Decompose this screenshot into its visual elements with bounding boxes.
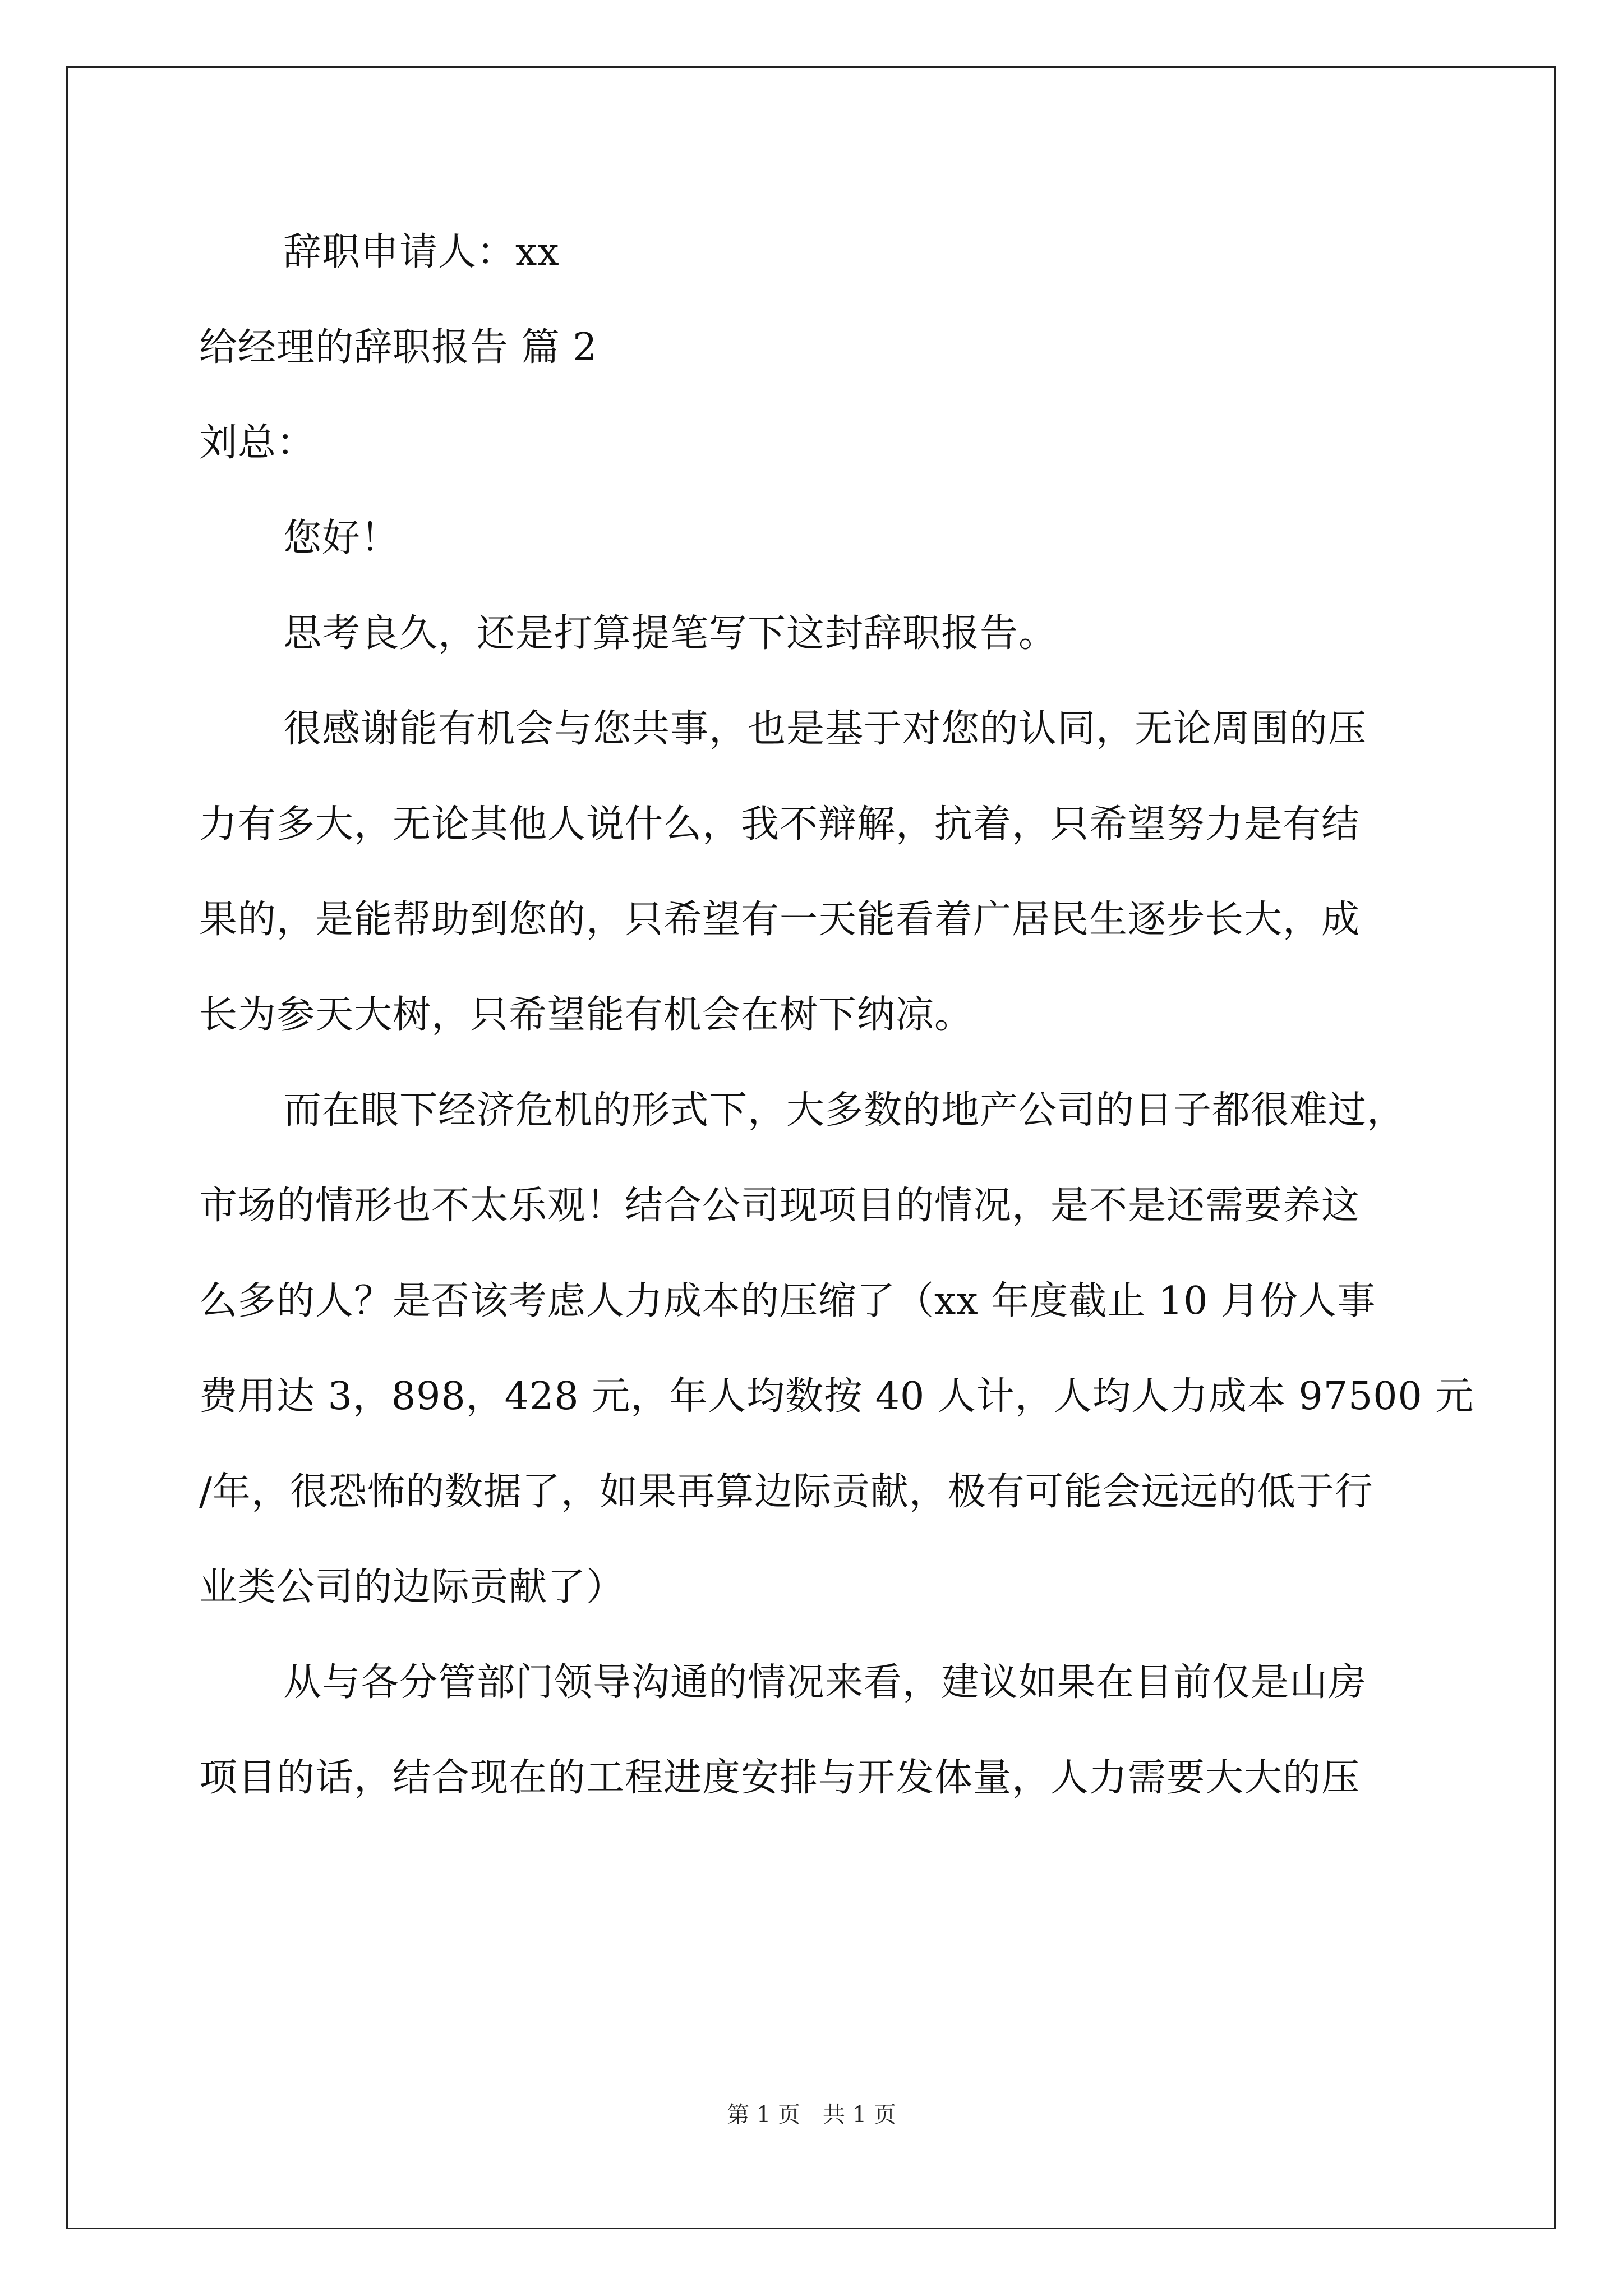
paragraph-line: 而在眼下经济危机的形式下，大多数的地产公司的日子都很难过， (283, 1088, 1406, 1133)
salutation: 刘总： (199, 421, 316, 465)
paragraph-line: 长为参天大树，只希望能有机会在树下纳凉。 (199, 993, 974, 1037)
paragraph-line: 项目的话，结合现在的工程进度安排与开发体量，人力需要大大的压 (199, 1756, 1361, 1800)
paragraph-line: 思考良久，还是打算提笔写下这封辞职报告。 (283, 611, 1058, 656)
applicant-line: 辞职申请人：xx (283, 230, 560, 274)
section-heading: 给经理的辞职报告 篇 2 (199, 325, 598, 370)
paragraph-line: 费用达 3，898，428 元，年人均数按 40 人计，人均人力成本 97500 元 (199, 1374, 1474, 1419)
paragraph-line: 市场的情形也不太乐观！结合公司现项目的情况，是不是还需要养这 (199, 1184, 1361, 1228)
paragraph-line: 力有多大，无论其他人说什么，我不辩解，抗着，只希望努力是有结 (199, 802, 1361, 846)
paragraph-line: 果的，是能帮助到您的，只希望有一天能看着广居民生逐步长大，成 (199, 898, 1361, 942)
paragraph-line: 很感谢能有机会与您共事，也是基于对您的认同，无论周围的压 (283, 707, 1367, 751)
greeting: 您好！ (283, 516, 400, 560)
paragraph-line: 从与各分管部门领导沟通的情况来看，建议如果在目前仅是山房 (283, 1660, 1367, 1705)
page-number-footer: 第 1 页 共 1 页 (727, 2102, 896, 2128)
paragraph-line: /年，很恐怖的数据了，如果再算边际贡献，极有可能会远远的低于行 (199, 1470, 1373, 1514)
paragraph-line: 么多的人？是否该考虑人力成本的压缩了（xx 年度截止 10 月份人事 (199, 1279, 1376, 1323)
page-border (66, 66, 1556, 2229)
paragraph-line: 业类公司的边际贡献了） (199, 1565, 625, 1609)
